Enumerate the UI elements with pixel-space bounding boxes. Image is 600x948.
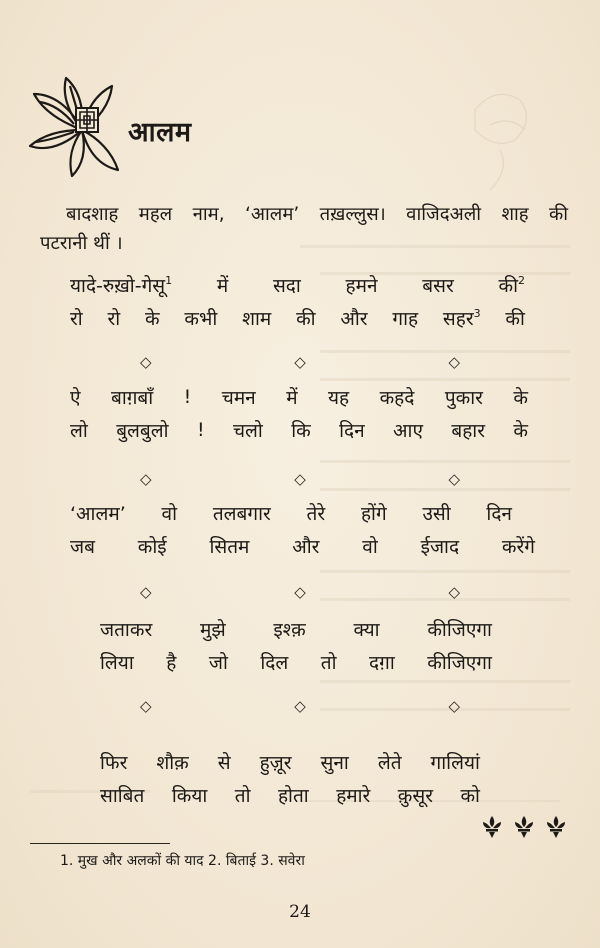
couplet-1 [70,268,530,334]
intro-word: नाम, [192,204,225,225]
verse-word: मुझे [199,618,226,641]
verse-word: उसी [422,502,451,525]
couplet-2 [70,380,528,446]
verse-word: क़ुसूर [397,784,434,807]
footnote-marker: 1 [165,274,173,288]
verse-word: ईजाद [420,535,460,558]
verse-line [70,413,528,446]
poet-name-heading: आलम [128,117,192,148]
verse-word: इश्क़ [273,618,306,641]
verse-word: है [166,651,177,674]
page-number: 24 [289,902,311,922]
verse-word: किया [171,784,208,807]
couplet-3 [70,496,535,562]
verse-word: तलबगार [212,502,271,525]
diamond-ornament-icon: ◇ [294,470,306,488]
verse-word: तेरे [306,502,326,525]
verse-word: लिया [100,651,134,674]
verse-line [100,778,480,811]
footnote-divider [30,843,170,844]
diamond-ornament-icon: ◇ [140,470,152,488]
verse-word: साबित [100,784,145,807]
verse-word: पुकार [444,386,483,409]
verse-word: बसर [422,274,454,297]
verse-word: क्या [353,618,380,641]
verse-word: को [460,784,480,807]
verse-word: वो [362,535,378,558]
verse-word: जब [70,535,95,558]
verse-word: लो [70,419,88,442]
verse-word: आए [393,419,423,442]
verse-word: ‘आलम’ [70,502,126,525]
verse-word: रो [107,307,121,330]
verse-word: गालियां [430,751,480,774]
diamond-ornament-icon: ◇ [448,470,460,488]
verse-word: रो [70,307,83,330]
verse-line [100,645,492,678]
verse-word: सितम [209,535,250,558]
verse-word: तो [320,651,337,674]
stanza-separator [140,470,460,488]
diamond-ornament-icon: ◇ [448,697,460,715]
verse-word: यह [328,386,350,409]
verse-line [100,612,492,645]
verse-word: लेते [377,751,402,774]
verse-line [70,529,535,562]
diamond-ornament-icon: ◇ [140,697,152,715]
intro-word: वाजिदअली [406,204,482,225]
verse-word: के [145,307,160,330]
verse-word: दिल [260,651,289,674]
intro-line-1 [40,200,568,229]
intro-word: की [549,204,569,225]
verse-word: के [513,386,528,409]
verse-word: होंगे [360,502,387,525]
verse-word: के [513,419,528,442]
verse-word: बाग़बाँ [110,386,154,409]
verse-word: शौक़ [156,751,189,774]
verse-word: जताकर [100,618,153,641]
verse-word: ! [196,418,205,441]
verse-word: दिन [339,419,365,442]
verse-word: और [292,535,320,558]
verse-word: यादे-रुख़ो-गेसू1 [70,274,173,297]
verse-word: वो [161,502,178,525]
verse-word: सुना [320,751,349,774]
intro-word: तख़ल्लुस। [319,204,386,225]
verse-word: करेंगे [501,535,535,558]
intro-word: महल [138,204,173,225]
footnote-marker: 3 [473,307,481,321]
intro-word: ‘आलम’ [245,204,300,225]
diamond-ornament-icon: ◇ [140,353,152,371]
verse-word: फिर [100,751,128,774]
verse-word: कहदे [379,386,415,409]
verse-line [70,301,525,334]
verse-line [100,745,480,778]
verse-word: कभी [184,307,218,330]
verse-word: में [216,274,229,297]
verse-word: दग़ा [369,651,395,674]
diamond-ornament-icon: ◇ [294,353,306,371]
verse-word: शाम [242,307,272,330]
verse-word: ऐ [70,386,81,409]
couplet-4 [100,612,492,678]
footnote: 1. मुख और अलकों की याद 2. बिताई 3. सवेरा [60,853,305,869]
diamond-ornament-icon: ◇ [140,583,152,601]
verse-word: कीजिएगा [427,651,492,674]
verse-word: और [340,307,368,330]
verse-line [70,380,528,413]
verse-word: कि [291,419,311,442]
verse-word: जो [208,651,228,674]
ornament-emblem-icon [22,72,130,182]
verse-word: सदा [272,274,301,297]
couplet-5 [100,745,480,811]
verse-word: में [286,386,298,409]
verse-word: हमने [345,274,378,297]
verse-word: की [296,307,316,330]
stanza-separator [140,583,460,601]
verse-word: सहर3 [442,307,481,330]
verse-word: चमन [221,386,256,409]
verse-word: की2 [498,274,525,297]
verse-word: चलो [232,419,263,442]
stanza-separator [140,353,460,371]
verse-word: कोई [137,535,167,558]
intro-word: शाह [501,204,529,225]
fleur-de-lis-ornament-icon [478,814,570,840]
verse-word: ! [183,385,192,408]
verse-line [70,496,512,529]
intro-line-2: पटरानी थीं । [40,233,123,254]
verse-word: हुज़ूर [259,751,292,774]
verse-word: से [217,751,231,774]
verse-word: की [505,307,525,330]
verse-word: तो [234,784,251,807]
verse-word: हमारे [336,784,371,807]
stanza-separator [140,697,460,715]
intro-paragraph [40,200,568,258]
verse-word: बहार [451,419,485,442]
diamond-ornament-icon: ◇ [294,697,306,715]
verse-word: बुलबुलो [116,419,169,442]
intro-word: बादशाह [66,204,119,225]
verse-line [70,268,525,301]
diamond-ornament-icon: ◇ [448,583,460,601]
verse-word: दिन [486,502,512,525]
verse-word: होता [277,784,309,807]
footnote-marker: 2 [518,274,525,288]
diamond-ornament-icon: ◇ [294,583,306,601]
verse-word: गाह [392,307,419,330]
verse-word: कीजिएगा [427,618,492,641]
diamond-ornament-icon: ◇ [448,353,460,371]
